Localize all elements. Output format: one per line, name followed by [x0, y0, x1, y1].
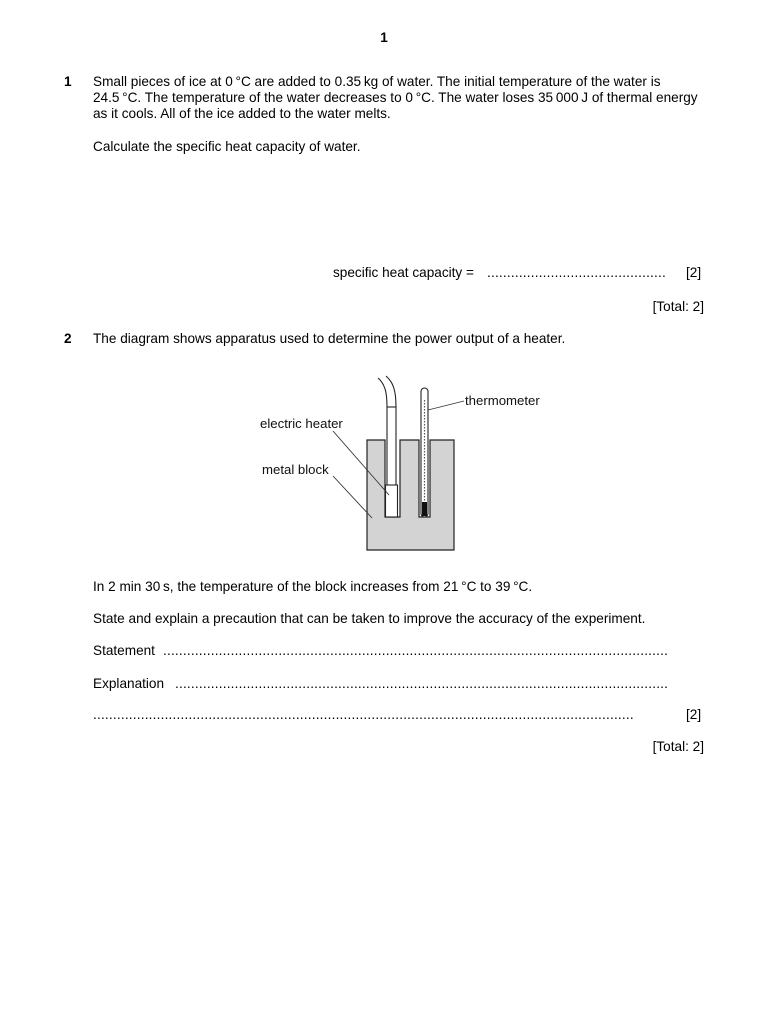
electric-heater-element	[386, 485, 398, 517]
explanation-label: Explanation	[93, 676, 165, 691]
block-leader-line	[333, 476, 372, 518]
explanation-answer-line-2[interactable]: ........................................................................................................................................	[93, 707, 634, 722]
statement-label: Statement	[93, 643, 155, 658]
question-2-total: [Total: 2]	[652, 739, 704, 754]
question-1-stem-line-3: as it cools. All of the ice added to the water melts.	[93, 106, 391, 121]
question-1-stem-line-2: 24.5 °C. The temperature of the water decreases to 0 °C. The water loses 35 000 J of thermal energy	[93, 90, 698, 105]
heater-cable	[378, 378, 387, 407]
label-thermometer: thermometer	[465, 393, 540, 408]
answer-label-specific-heat-capacity: specific heat capacity =	[333, 265, 474, 280]
question-2-instruction: State and explain a precaution that can be taken to improve the accuracy of the experiment.	[93, 611, 646, 626]
apparatus-diagram	[240, 370, 560, 555]
question-1-marks: [2]	[686, 265, 702, 280]
thermometer-bulb	[422, 502, 427, 516]
thermometer-leader-line	[428, 401, 464, 410]
heater-cable-2	[386, 376, 396, 407]
question-2-stem: The diagram shows apparatus used to determine the power output of a heater.	[93, 331, 566, 346]
question-1-total: [Total: 2]	[652, 299, 704, 314]
explanation-answer-line[interactable]: ............................................................................................................................	[175, 676, 669, 691]
statement-answer-line[interactable]: ...............................................................................................................................	[163, 643, 669, 658]
label-metal-block: metal block	[262, 462, 329, 477]
answer-line-specific-heat-capacity[interactable]: .............................................	[487, 265, 666, 280]
question-2-marks: [2]	[686, 707, 702, 722]
question-1-number: 1	[64, 74, 72, 89]
label-electric-heater: electric heater	[260, 416, 343, 431]
question-2-info: In 2 min 30 s, the temperature of the block increases from 21 °C to 39 °C.	[93, 579, 533, 594]
page-number: 1	[380, 30, 388, 45]
question-1-instruction: Calculate the specific heat capacity of water.	[93, 139, 361, 154]
metal-block-shape	[367, 440, 454, 550]
question-1-stem-line-1: Small pieces of ice at 0 °C are added to 0.35 kg of water. The initial temperature of the water is	[93, 74, 661, 89]
question-2-number: 2	[64, 331, 72, 346]
